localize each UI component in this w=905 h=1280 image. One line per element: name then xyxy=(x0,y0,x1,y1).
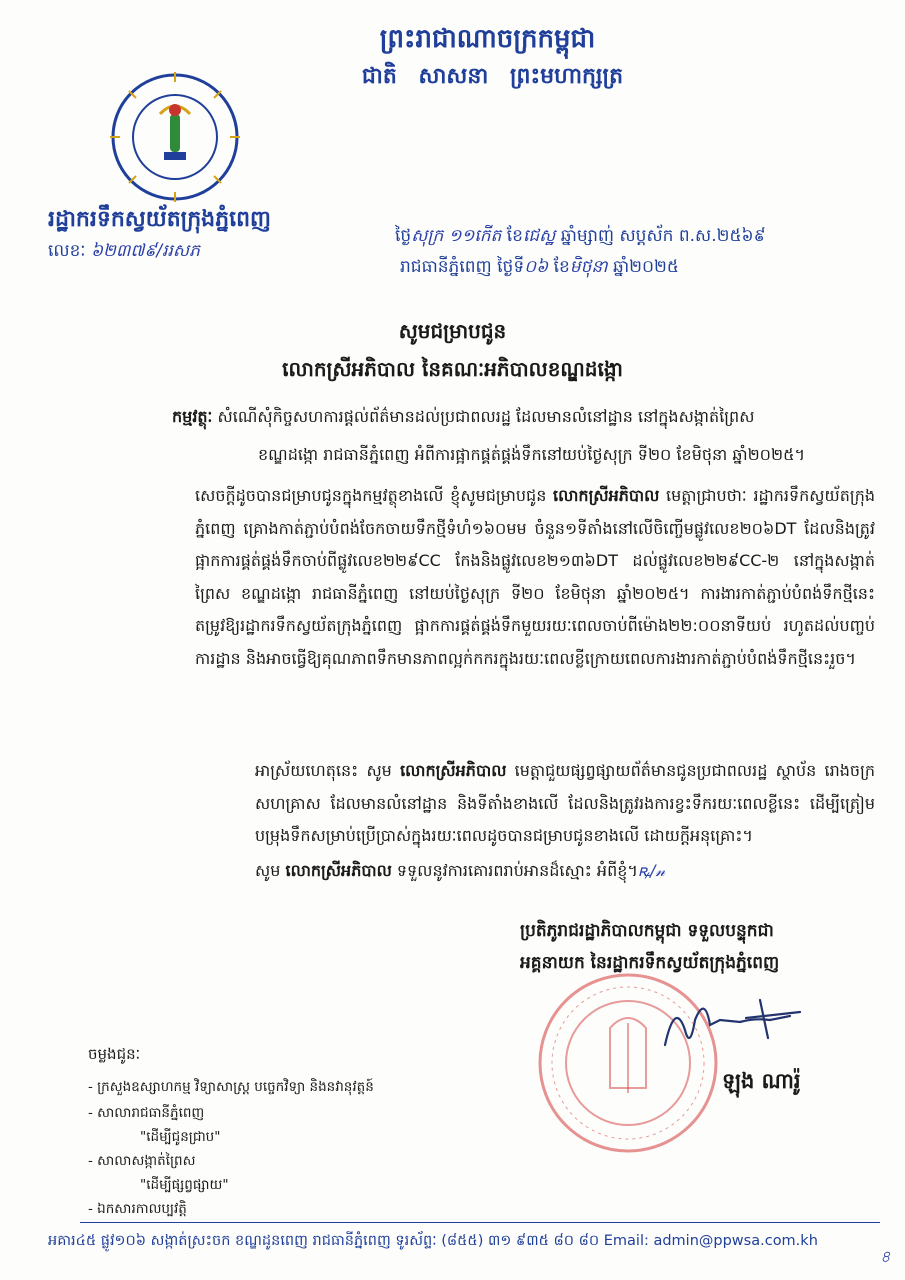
cc-item-note: "ដើម្បីជូនជ្រាប" xyxy=(140,1129,221,1145)
logo-emblem-icon xyxy=(100,62,250,212)
body-paragraph-1 xyxy=(195,480,875,675)
lunar-prefix: ថ្ងៃ xyxy=(395,226,412,246)
subject-line xyxy=(172,400,872,434)
date-place: រាជធានីភ្នំពេញ ថ្ងៃទី xyxy=(400,257,525,277)
p2-text-a: អាស្រ័យហេតុនេះ សូម xyxy=(255,761,401,780)
reference-label: លេខៈ xyxy=(48,241,86,261)
reference-value: ៦២៣៧៩ xyxy=(90,241,157,261)
subject-text-1: សំណើសុំកិច្ចសហការផ្តល់ព័ត៌មានដល់ប្រជាពលរដ្ឋ ដែលមានលំនៅដ្ឋាន នៅក្នុងសង្កាត់ព្រៃស xyxy=(217,407,755,426)
p1-text-a: សេចក្តីដូចបានជម្រាបជូនក្នុងកម្មវត្ថុខាងលើ ខ្ញុំសូមជម្រាបជូន xyxy=(195,486,554,505)
signatory-title-2: អគ្គនាយក នៃរដ្ឋាករទឹកស្វយ័តក្រុងភ្នំពេញ xyxy=(520,953,780,973)
recipient-title: លោកស្រីអភិបាល នៃគណៈអភិបាលខណ្ឌដង្កោ xyxy=(282,357,623,381)
recipient-salutation: សូមជម្រាបជូន xyxy=(398,319,507,343)
handwritten-initials: ꝶ/𝓃 xyxy=(637,861,666,880)
p3-text-a: សូម xyxy=(255,861,286,880)
ppwsa-logo xyxy=(100,62,250,212)
lunar-month-label: ខែ xyxy=(501,226,523,246)
date-year: ឆ្នាំ២០២៥ xyxy=(607,257,679,277)
cc-item: - ក្រសួងឧស្សាហកម្ម វិទ្យាសាស្ត្រ បច្ចេកវិទ្យា និងនវានុវត្តន៍ xyxy=(88,1079,374,1095)
date-month: មិថុនា xyxy=(569,257,608,277)
signatory-name: ឡុង ណារ៉ូ xyxy=(722,1069,801,1093)
p2-text-b: មេត្តាជួយផ្សព្វផ្សាយព័ត៌មានជូនប្រជាពលរដ្ឋ ស្ថាប័ន រោងចក្រ សហគ្រាស ដែលមានលំនៅដ្ឋាន និងទីតាំងខាងលើ ដែលនិងត្រូវរងការខ្វះទឹករយៈពេលខ្លីនេះ ដើម្បីត្រៀមបម្រុងទឹកសម្រាប់ប្រើប្រាស់ក្នុងរយៈពេលដូចបានជម្រាបជូនខាងលើ ដោយក្តីអនុគ្រោះ។ xyxy=(255,761,875,845)
reference-suffix: /ររសភ xyxy=(156,241,200,261)
cc-title: ចម្លងជូនៈ xyxy=(88,1045,141,1063)
kingdom-heading: ព្រះរាជាណាចក្រកម្ពុជា xyxy=(379,24,596,54)
body-paragraph-2 xyxy=(255,755,875,853)
solar-date xyxy=(400,256,679,281)
sender-organization: រដ្ឋាករទឹកស្វយ័តក្រុងភ្នំពេញ xyxy=(48,207,272,232)
signatory-title-1: ប្រតិភូរាជរដ្ឋាភិបាលកម្ពុជា ទទួលបន្ទុកជា xyxy=(520,921,774,941)
footer-divider xyxy=(80,1222,880,1223)
footer-contact: អគារ៤៥ ផ្លូវ១០៦ សង្កាត់ស្រះចក ខណ្ឌដូនពេញ រាជធានីភ្នំពេញ ទូរស័ព្ទៈ (៨៥៥) ៣១ ៩៣៥ ៨០ ៨០ Email: admin@ppwsa.com.kh xyxy=(48,1233,818,1249)
signature-icon xyxy=(650,990,820,1060)
cc-item: - សាលាសង្កាត់ព្រៃស xyxy=(88,1153,196,1169)
date-day: ០៦ xyxy=(524,257,549,277)
cc-item: - សាលារាជធានីភ្នំពេញ xyxy=(88,1105,205,1121)
subject-label: កម្មវត្ថុៈ xyxy=(172,407,213,426)
body-paragraph-3 xyxy=(255,855,875,888)
lunar-day: សុក្រ ១១កើត xyxy=(411,226,502,246)
handwritten-signature xyxy=(650,990,820,1060)
cc-item-note: "ដើម្បីផ្សព្វផ្សាយ" xyxy=(140,1177,229,1193)
p1-text-b: មេត្តាជ្រាបថាៈ រដ្ឋាករទឹកស្វយ័តក្រុងភ្នំពេញ គ្រោងកាត់ភ្ជាប់បំពង់ចែកចាយទឹកថ្មីទំហំ១៦០មម ចំនួន១ទីតាំងនៅលើចិញ្ចើមផ្លូវលេខ២០៦DT ដែលនិងត្រូវផ្អាកការផ្គត់ផ្គង់ទឹកចាប់ពីផ្លូវលេខ២២៩CC កែងនិងផ្លូវលេខ២១៣៦DT ដល់ផ្លូវលេខ២២៩CC-២ នៅក្នុងសង្កាត់ព្រៃស ខណ្ឌដង្កោ រាជធានីភ្នំពេញ នៅយប់ថ្ងៃសុក្រ ទី២០ ខែមិថុនា ឆ្នាំ២០២៥។ ការងារកាត់ភ្ជាប់បំពង់ទឹកថ្មីនេះតម្រូវឱ្យរដ្ឋាករទឹកស្វយ័តក្រុងភ្នំពេញ ផ្អាកការផ្គត់ផ្គង់ទឹកមួយរយៈពេលចាប់ពីម៉ោង២២:០០នាទីយប់ រហូតដល់បញ្ចប់ការដ្ឋាន និងអាចធ្វើឱ្យគុណភាពទឹកមានភាពល្អក់កករក្នុងរយៈពេលខ្លីក្រោយពេលការងារកាត់ភ្ជាប់បំពង់ទឹកថ្មីនេះរួច។ xyxy=(195,486,875,668)
cc-item: - ឯកសារកាលប្បវត្តិ xyxy=(88,1201,187,1217)
lunar-month: ជេស្ឋ xyxy=(522,226,556,246)
p2-recipient-name: លោកស្រីអភិបាល xyxy=(400,761,507,780)
corner-handwritten-mark: ৪ xyxy=(880,1247,891,1266)
p1-recipient-name: លោកស្រីអភិបាល xyxy=(553,486,660,505)
lunar-date xyxy=(395,225,766,250)
reference-number xyxy=(48,240,200,265)
p3-recipient-name: លោកស្រីអភិបាល xyxy=(285,861,392,880)
date-month-label: ខែ xyxy=(548,257,570,277)
subject-text-2: ខណ្ឌដង្កោ រាជធានីភ្នំពេញ អំពីការផ្អាកផ្គត់ផ្គង់ទឹកនៅយប់ថ្ងៃសុក្រ ទី២០ ខែមិថុនា ឆ្នាំ២០២៥។ xyxy=(258,445,805,464)
p3-text-b: ទទួលនូវការគោរពរាប់អានដ៏ស្មោះ អំពីខ្ញុំ។ xyxy=(391,861,638,880)
national-motto: ជាតិ សាសនា ព្រះមហាក្សត្រ xyxy=(361,64,624,89)
lunar-year: ឆ្នាំម្សាញ់ សប្តស័ក ព.ស.២៥៦៩ xyxy=(560,226,766,246)
